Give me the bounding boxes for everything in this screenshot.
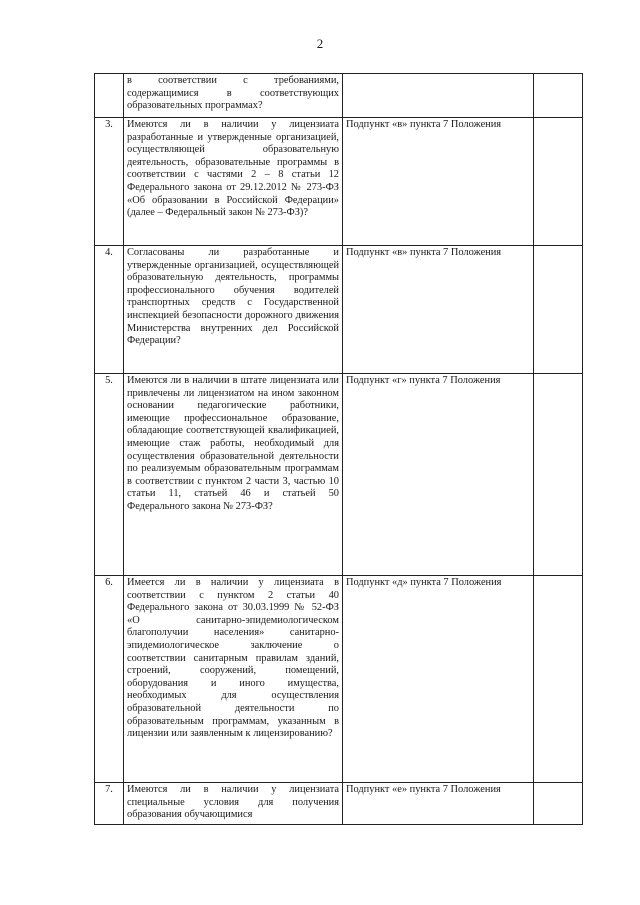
question-cell: Имеются ли в наличии у лицензиата специальные условия для получения образования обучающимися	[124, 783, 343, 825]
table-row	[95, 783, 583, 825]
checklist-table	[94, 73, 583, 825]
question-cell: Имеются ли в наличии в штате лицензиата или привлечены ли лицензиатом на ином законном основании педагогические работники, имеющие профессиональное образование, обладающие соответствующей квалификацией, имеющие стаж работы, необходимый для осуществления образовательной деятельности по реализуемым образовательным программам в соответствии с пунктом 2 части 3, частью 10 статьи 11, статьей 46 и статьей 50 Федерального закона № 273-ФЗ?	[124, 374, 343, 576]
reference-cell: Подпункт «в» пункта 7 Положения	[343, 118, 534, 246]
extra-cell	[534, 74, 583, 118]
row-number: 5.	[95, 374, 124, 576]
reference-cell: Подпункт «в» пункта 7 Положения	[343, 246, 534, 374]
reference-cell: Подпункт «е» пункта 7 Положения	[343, 783, 534, 825]
row-number: 7.	[95, 783, 124, 825]
row-number: 3.	[95, 118, 124, 246]
extra-cell	[534, 576, 583, 783]
reference-cell	[343, 74, 534, 118]
reference-cell: Подпункт «г» пункта 7 Положения	[343, 374, 534, 576]
row-number: 4.	[95, 246, 124, 374]
question-cell: Согласованы ли разработанные и утвержденные организацией, осуществляющей образовательную деятельность, программы профессионального обучения водителей транспортных средств с Государственной инспекцией безопасности дорожного движения Министерства внутренних дел Российской Федерации?	[124, 246, 343, 374]
question-cell: Имеется ли в наличии у лицензиата в соответствии с пунктом 2 статьи 40 Федерального закона от 30.03.1999 № 52-ФЗ «О санитарно-эпидемиологическом благополучии населения» санитарно-эпидемиологическое заключение о соответствии санитарным правилам зданий, строений, сооружений, помещений, оборудования и иного имущества, необходимых для осуществления образовательной деятельности по образовательным программам, указанным в лицензии или заявленным к лицензированию?	[124, 576, 343, 783]
row-number	[95, 74, 124, 118]
extra-cell	[534, 118, 583, 246]
table-row	[95, 246, 583, 374]
extra-cell	[534, 783, 583, 825]
page-number: 2	[316, 36, 324, 51]
table-row	[95, 118, 583, 246]
table-row	[95, 374, 583, 576]
table-row	[95, 74, 583, 118]
question-cell: Имеются ли в наличии у лицензиата разработанные и утвержденные организацией, осуществляющей образовательную деятельность, образовательные программы в соответствии с частями 2 – 8 статьи 12 Федерального закона от 29.12.2012 № 273-ФЗ «Об образовании в Российской Федерации» (далее – Федеральный закон № 273-ФЗ)?	[124, 118, 343, 246]
table-row	[95, 576, 583, 783]
question-cell: в соответствии с требованиями, содержащимися в соответствующих образовательных программах?	[124, 74, 343, 118]
extra-cell	[534, 374, 583, 576]
extra-cell	[534, 246, 583, 374]
row-number: 6.	[95, 576, 124, 783]
reference-cell: Подпункт «д» пункта 7 Положения	[343, 576, 534, 783]
